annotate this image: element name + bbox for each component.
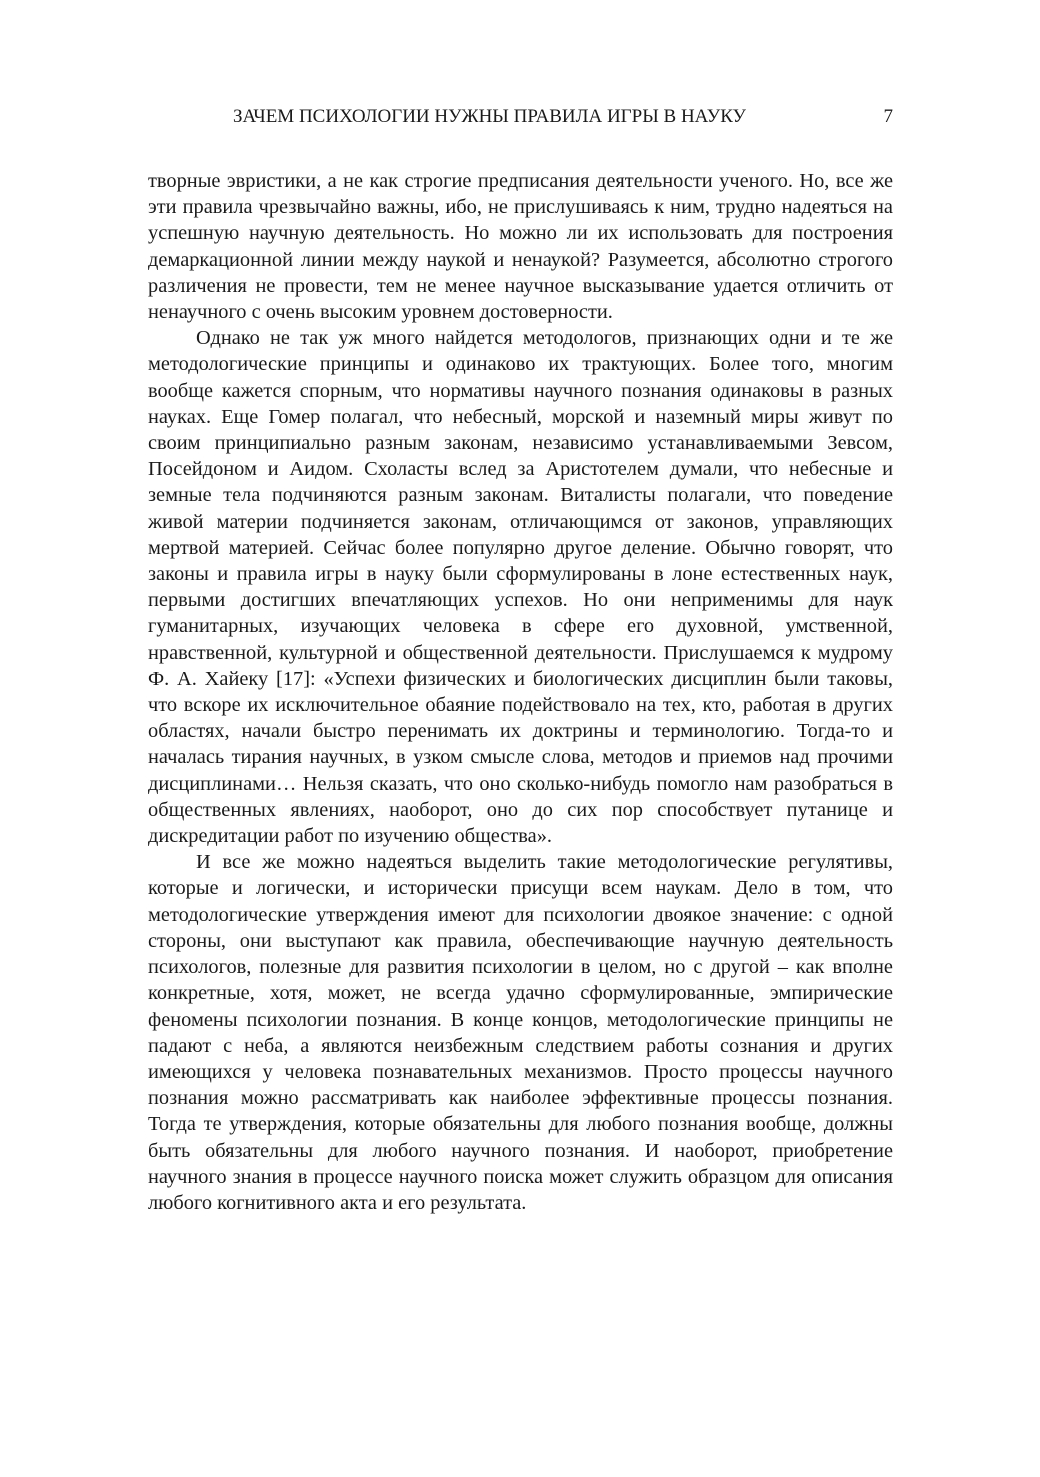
running-header <box>148 106 893 134</box>
paragraph: И все же можно надеяться выделить такие методологические регулятивы, которые и логически, и исторически присущи всем наукам. Дело в том, что методологические утверждения имеют для психологии двоякое значение: с одной стороны, они выступают как правила, обеспечивающие научную деятельность психологов, полезные для развития психологии в целом, но с другой – как вполне конкретные, хотя, может, не всегда удачно сформулированные, эмпирические феномены психологии познания. В конце концов, методологические принципы не падают с неба, а являются неизбежным следствием работы сознания и других имеющихся у человека познавательных механизмов. Просто процессы научного познания можно рассматривать как наиболее эффективные процессы познания. Тогда те утверждения, которые обязательны для любого познания вообще, должны быть обязательны для любого научного познания. И наоборот, приобретение научного знания в процессе научного поиска может служить образцом для описания любого когнитивного акта и его результата. <box>148 851 893 1214</box>
page-number: 7 <box>883 106 893 127</box>
paragraph-continuation: творные эвристики, а не как строгие предписания деятельности ученого. Но, все же эти правила чрезвычайно важны, ибо, не прислушиваясь к ним, трудно надеяться на успешную научную деятельность. Но можно ли их использовать для построения демаркационной линии между наукой и ненаукой? Разумеется, абсолютно строгого различения не провести, тем не менее научное высказывание удается отличить от ненаучного с очень высоким уровнем достоверности. <box>148 170 893 324</box>
paragraph: Однако не так уж много найдется методологов, признающих одни и те же методологические принципы и одинаково их трактующих. Более того, многим вообще кажется спорным, что нормативы научного познания одинаковы в разных науках. Еще Гомер полагал, что небесный, морской и наземный миры живут по своим принципиально разным законам, независимо устанавливаемыми Зевсом, Посейдоном и Аидом. Схоласты вслед за Аристотелем думали, что небесные и земные тела подчиняются разным законам. Виталисты полагали, что поведение живой материи подчиняется законам, отличающимся от законов, управляющих мертвой материей. Сейчас более популярно другое деление. Обычно говорят, что законы и правила игры в науку были сформулированы в лоне естественных наук, первыми достигших впечатляющих успехов. Но они неприменимы для наук гуманитарных, изучающих человека в сфере его духовной, умственной, нравственной, культурной и общественной деятельности. Прислушаемся к мудрому Ф. А. Хайеку [17]: «Успехи физических и биологических дисциплин были таковы, что вскоре их исключительное обаяние подействовало на тех, кто, работая в других областях, начали быстро перенимать их доктрины и терминологию. Тогда-то и началась тирания научных, в узком смысле слова, методов и приемов над прочими дисциплинами… Нельзя сказать, что оно сколько-нибудь помогло нам разобраться в общественных явлениях, наоборот, оно до сих пор способствует путанице и дискредитации работ по изучению общества». <box>148 327 893 848</box>
body-text <box>148 168 893 1216</box>
running-title: ЗАЧЕМ ПСИХОЛОГИИ НУЖНЫ ПРАВИЛА ИГРЫ В НАУКУ <box>233 106 746 127</box>
